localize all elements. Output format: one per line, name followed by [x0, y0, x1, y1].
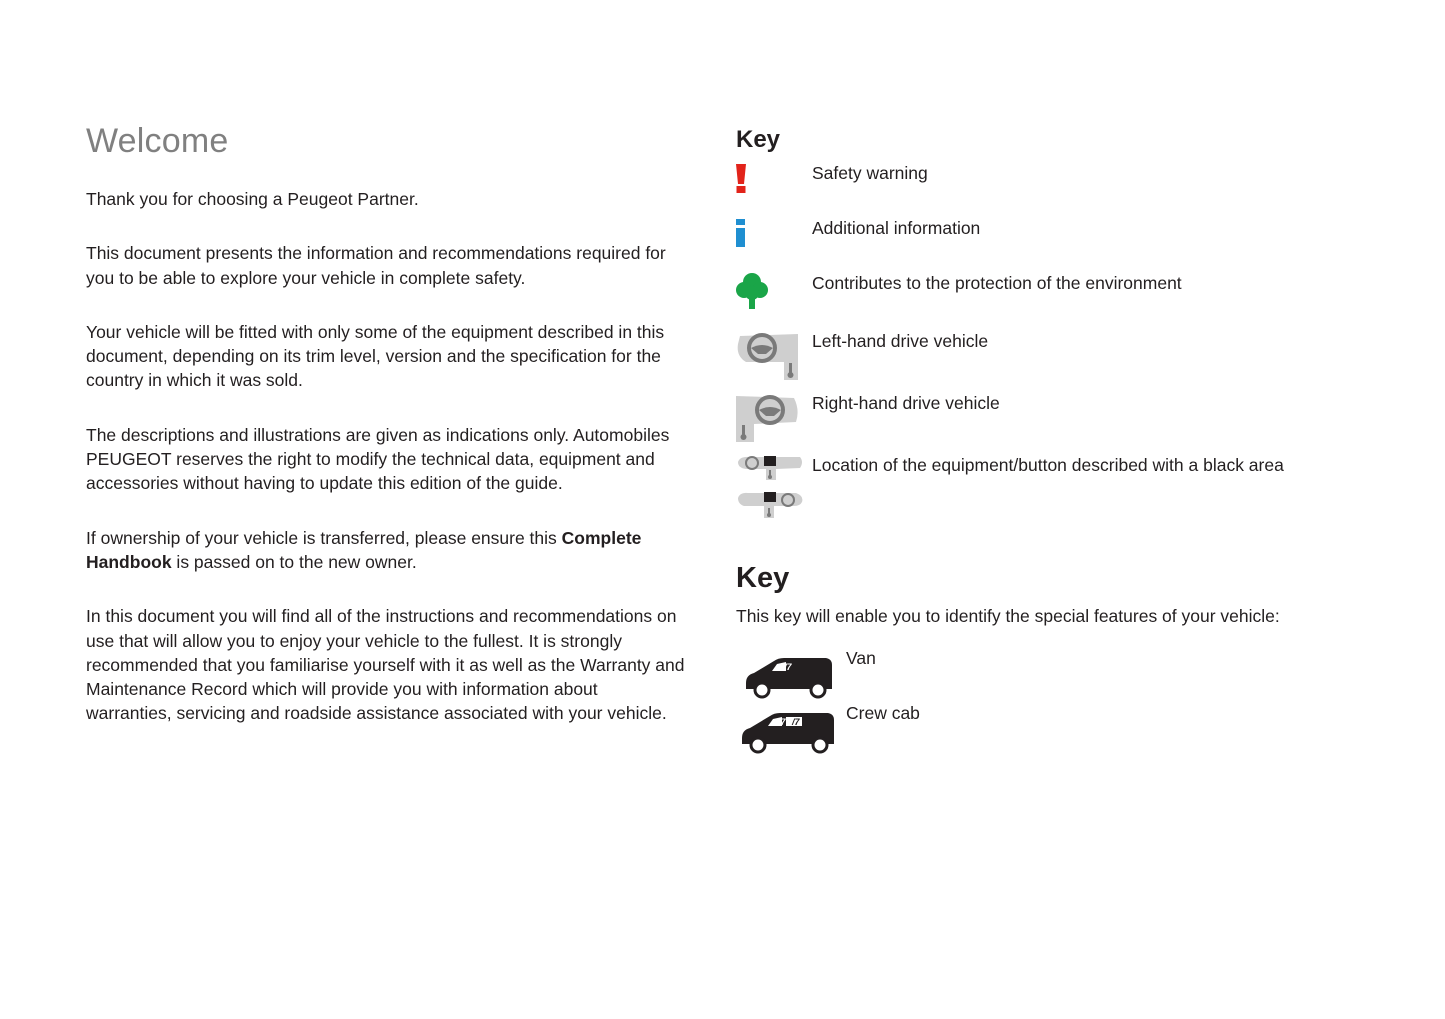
- info-icon: [736, 219, 748, 249]
- key-label-environment: Contributes to the protection of the environment: [812, 273, 1182, 293]
- welcome-paragraph-1: Thank you for choosing a Peugeot Partner.: [86, 189, 419, 209]
- right-hand-drive-icon: [736, 392, 800, 442]
- key-label-safety-warning: Safety warning: [812, 163, 928, 183]
- key-vehicles-intro: This key will enable you to identify the special features of your vehicle:: [736, 606, 1280, 626]
- welcome-paragraph-2: This document presents the information and recommendations required for you to be able to explore your vehicle in complete safety.: [86, 243, 666, 288]
- p5-bold-handbook: Complete Handbook: [86, 527, 642, 572]
- welcome-section: [86, 122, 686, 756]
- key-label-left-hand-drive: Left-hand drive vehicle: [812, 331, 989, 351]
- svg-text:/7: /7: [784, 662, 792, 672]
- welcome-title: Welcome: [86, 122, 229, 160]
- key-symbols-title: Key: [736, 126, 781, 153]
- welcome-paragraph-5: [86, 526, 686, 575]
- p5-text-before: If ownership of your vehicle is transferred, please ensure this: [86, 527, 562, 548]
- welcome-paragraph-3: Your vehicle will be fitted with only some of the equipment described in this document, depending on its trim level, version and the specification for the country in which it was sold.: [86, 321, 665, 391]
- key-label-equipment-location: Location of the equipment/button described with a black area: [812, 455, 1284, 475]
- svg-text:/7: /7: [792, 717, 800, 727]
- van-icon: [744, 655, 834, 701]
- key-label-van: Van: [846, 648, 876, 668]
- dashboard-location-icon: [736, 454, 804, 526]
- key-section: [736, 126, 1396, 727]
- welcome-paragraph-4: The descriptions and illustrations are given as indications only. Automobiles PEUGEOT reserves the right to modify the technical data, equipment and accessories without having to update this edition of the guide.: [86, 424, 670, 494]
- left-hand-drive-icon: [736, 330, 800, 380]
- welcome-paragraph-6: In this document you will find all of the instructions and recommendations on use that will allow you to enjoy your vehicle to the fullest. It is strongly recommended that you familiarise yourself with it as well as the Warranty and Maintenance Record which will provide you with information about warranties, servicing and roadside assistance associated with your vehicle.: [86, 606, 685, 724]
- tree-icon: [736, 272, 768, 310]
- key-vehicles-title: Key: [736, 562, 790, 594]
- crew-cab-icon: [740, 710, 836, 756]
- key-label-crew-cab: Crew cab: [846, 703, 920, 723]
- key-label-additional-info: Additional information: [812, 218, 981, 238]
- key-label-right-hand-drive: Right-hand drive vehicle: [812, 393, 1000, 413]
- p5-text-after: is passed on to the new owner.: [171, 551, 417, 572]
- safety-warning-icon: [736, 164, 752, 194]
- svg-text:/7: /7: [778, 717, 786, 727]
